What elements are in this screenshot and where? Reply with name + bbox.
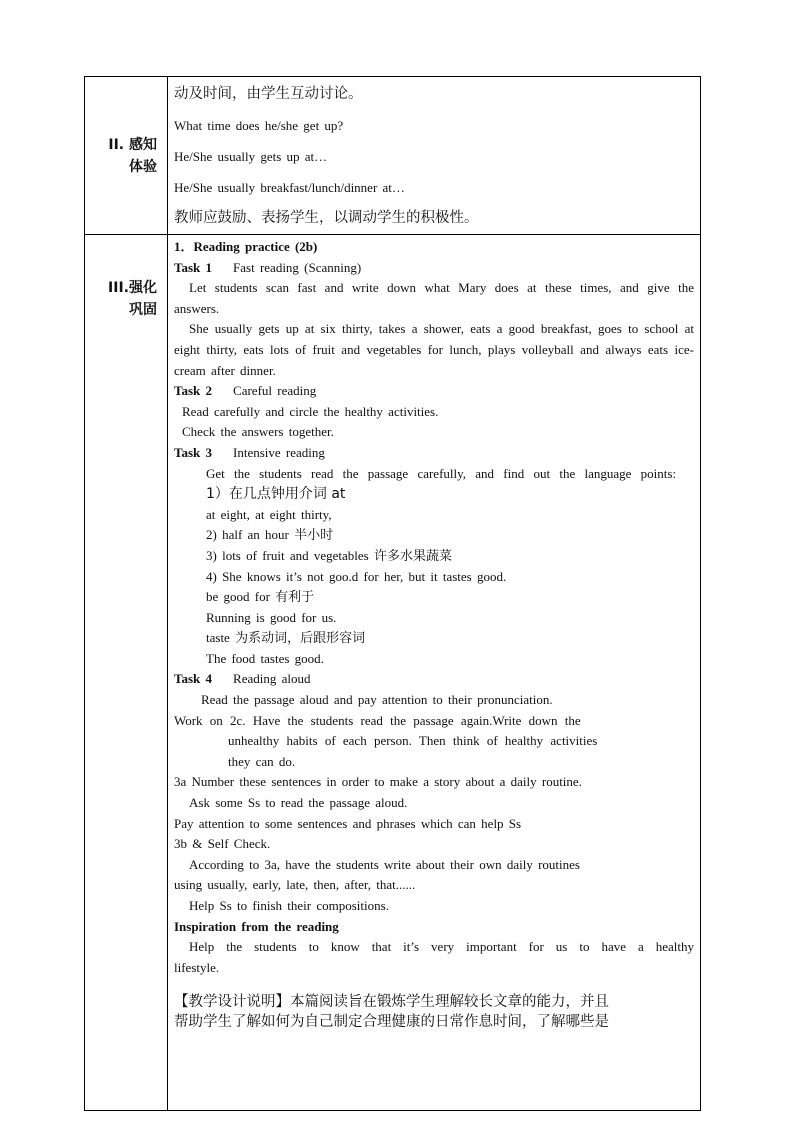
text-line: What time does he/she get up?	[174, 118, 344, 133]
text-line: Help Ss to finish their compositions.	[189, 898, 389, 913]
text-line: Pay attention to some sentences and phrases which can help Ss	[174, 815, 522, 831]
task-title: Task 4	[174, 671, 213, 687]
row-label-consolidation	[85, 235, 168, 1111]
row-label-perception	[85, 77, 168, 235]
design-note-line: 【教学设计说明】本篇阅读旨在锻炼学生理解较长文章的能力，并且	[174, 994, 609, 1011]
section-heading: 1．Reading practice (2b)	[174, 239, 318, 254]
language-point: 4) She knows it’s not goo.d for her, but it tastes good.	[206, 568, 507, 584]
design-note-line: 帮助学生了解如何为自己制定合理健康的日常作息时间，了解哪些是	[174, 1014, 609, 1031]
language-point: Running is good for us.	[206, 609, 337, 625]
text-line: He/She usually gets up at…	[174, 149, 328, 164]
task-title: Task 1	[174, 259, 213, 275]
text-line: they can do.	[228, 753, 296, 769]
language-point: taste 为系动词，后跟形容词	[206, 630, 366, 646]
row-label-line2: 体验	[129, 158, 157, 175]
language-point: 2) half an hour 半小时	[206, 527, 334, 543]
text-line: 3b & Self Check.	[174, 836, 271, 852]
text-line: Check the answers together.	[182, 424, 334, 440]
language-point: 3) lots of fruit and vegetables 许多水果蔬菜	[206, 547, 452, 563]
language-point: 1）在几点钟用介词 at	[206, 486, 346, 503]
task-title: Task 3	[174, 444, 213, 460]
task-subtitle: Reading aloud	[233, 671, 311, 687]
text-line: 教师应鼓励、表扬学生，以调动学生的积极性。	[174, 210, 479, 226]
task-subtitle: Fast reading (Scanning)	[233, 259, 362, 275]
row-label-line2: 巩固	[129, 302, 157, 318]
text-line: 动及时间，由学生互动讨论。	[174, 86, 363, 102]
language-point: The food tastes good.	[206, 650, 324, 666]
table-row-consolidation	[85, 235, 701, 1111]
text-line: Ask some Ss to read the passage aloud.	[189, 795, 408, 811]
section-heading: Inspiration from the reading	[174, 918, 339, 934]
task-subtitle: Careful reading	[233, 383, 317, 399]
task-title: Task 2	[174, 383, 213, 399]
task-heading	[174, 443, 694, 464]
text-line: 3a Number these sentences in order to make a story about a daily routine.	[174, 774, 582, 790]
text-line: using usually, early, late, then, after, that......	[174, 877, 416, 893]
text-line: According to 3a, have the students write about their own daily routines	[189, 856, 580, 872]
task-subtitle: Intensive reading	[233, 444, 325, 460]
lesson-table	[84, 76, 701, 1111]
text-line: Work on 2c. Have the students read the passage again.Write down the	[174, 712, 581, 728]
language-point: be good for 有利于	[206, 589, 315, 605]
row-content-perception	[168, 77, 701, 235]
row-label-line1: III.强化	[108, 280, 157, 296]
task-heading	[174, 381, 694, 402]
row-label-line1: II. 感知	[108, 136, 157, 153]
text-line: unhealthy habits of each person. Then think of healthy activities	[228, 733, 598, 749]
paragraph: Help the students to know that it’s very important for us to have a healthy lifestyle.	[174, 939, 694, 975]
text-line: Read carefully and circle the healthy activities.	[182, 403, 439, 419]
text-line: Read the passage aloud and pay attention to their pronunciation.	[201, 692, 553, 708]
paragraph: She usually gets up at six thirty, takes a shower, eats a good breakfast, goes to school at eight thirty, eats lots of fruit and vegetables for lunch, plays volleyball and always eats ice-cream after dinner.	[174, 321, 694, 378]
text-line: He/She usually breakfast/lunch/dinner at…	[174, 180, 405, 195]
task-heading	[174, 258, 694, 279]
paragraph: Get the students read the passage carefully, and find out the language points:	[206, 465, 677, 481]
language-point: at eight, at eight thirty,	[206, 506, 332, 522]
row-content-consolidation	[168, 235, 701, 1111]
table-row-perception	[85, 77, 701, 235]
task-heading	[174, 669, 694, 690]
spacer	[174, 978, 694, 992]
paragraph: Let students scan fast and write down what Mary does at these times, and give the answers.	[174, 280, 694, 316]
